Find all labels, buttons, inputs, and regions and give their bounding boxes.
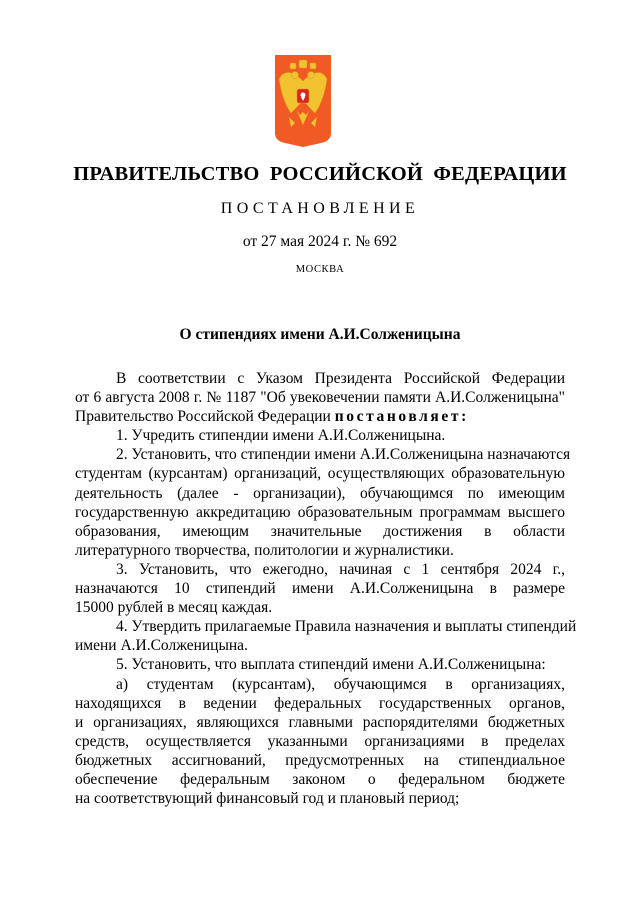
body-line: В соответствии с Указом Президента Российской Федерации bbox=[116, 370, 565, 387]
body-line: бюджетных ассигнований, предусмотренных на стипендиальное bbox=[75, 751, 565, 769]
body-line: деятельность (далее - организации), обучающимся по имеющим bbox=[75, 484, 565, 502]
body-line: назначаются 10 стипендий имени А.И.Солженицына в размере bbox=[75, 580, 565, 598]
document-body bbox=[75, 369, 577, 808]
body-line-text: Правительство Российской Федерации bbox=[75, 408, 335, 426]
body-line bbox=[75, 407, 565, 426]
document-type: ПОСТАНОВЛЕНИЕ bbox=[220, 200, 420, 217]
body-line: обеспечение федеральным законом о федеральном бюджете bbox=[75, 770, 565, 788]
body-line: а) студентам (курсантам), обучающимся в организациях, bbox=[116, 675, 565, 693]
body-line: находящихся в ведении федеральных государственных органов, bbox=[75, 694, 565, 712]
document-title: О стипендиях имени А.И.Солженицына bbox=[179, 326, 461, 343]
resolution-word: постановляет: bbox=[334, 408, 469, 426]
coat-of-arms-emblem bbox=[275, 55, 331, 147]
body-line: на соответствующий финансовый год и плановый период; bbox=[75, 790, 460, 808]
government-name: ПРАВИТЕЛЬСТВО РОССИЙСКОЙ ФЕДЕРАЦИИ bbox=[73, 163, 567, 185]
body-line: имени А.И.Солженицына. bbox=[75, 637, 248, 655]
body-line: литературного творчества, политологии и журналистики. bbox=[75, 541, 454, 559]
body-line: образования, имеющим значительные достижения в области bbox=[75, 522, 565, 540]
body-line: и организациях, являющихся главными распорядителями бюджетных bbox=[75, 713, 565, 731]
body-line: 15000 рублей в месяц каждая. bbox=[75, 599, 273, 617]
body-line: студентам (курсантам) организаций, осуществляющих образовательную bbox=[75, 465, 565, 483]
body-line: 5. Установить, что выплата стипендий имени А.И.Солженицына: bbox=[116, 656, 546, 674]
document-date-number: от 27 мая 2024 г. № 692 bbox=[242, 233, 398, 250]
body-line: 4. Утвердить прилагаемые Правила назначения и выплаты стипендий bbox=[116, 618, 577, 636]
document-city: МОСКВА bbox=[295, 264, 345, 275]
body-line: от 6 августа 2008 г. № 1187 "Об увековечении памяти А.И.Солженицына" bbox=[75, 389, 565, 407]
body-line: 1. Учредить стипендии имени А.И.Солженицына. bbox=[116, 427, 446, 445]
body-line: 3. Установить, что ежегодно, начиная с 1 сентября 2024 г., bbox=[116, 560, 565, 578]
body-line: государственную аккредитацию образовательным программам высшего bbox=[75, 503, 565, 521]
body-line: 2. Установить, что стипендии имени А.И.Солженицына назначаются bbox=[116, 446, 571, 464]
body-line: средств, осуществляется указанными организациями в пределах bbox=[75, 732, 565, 750]
